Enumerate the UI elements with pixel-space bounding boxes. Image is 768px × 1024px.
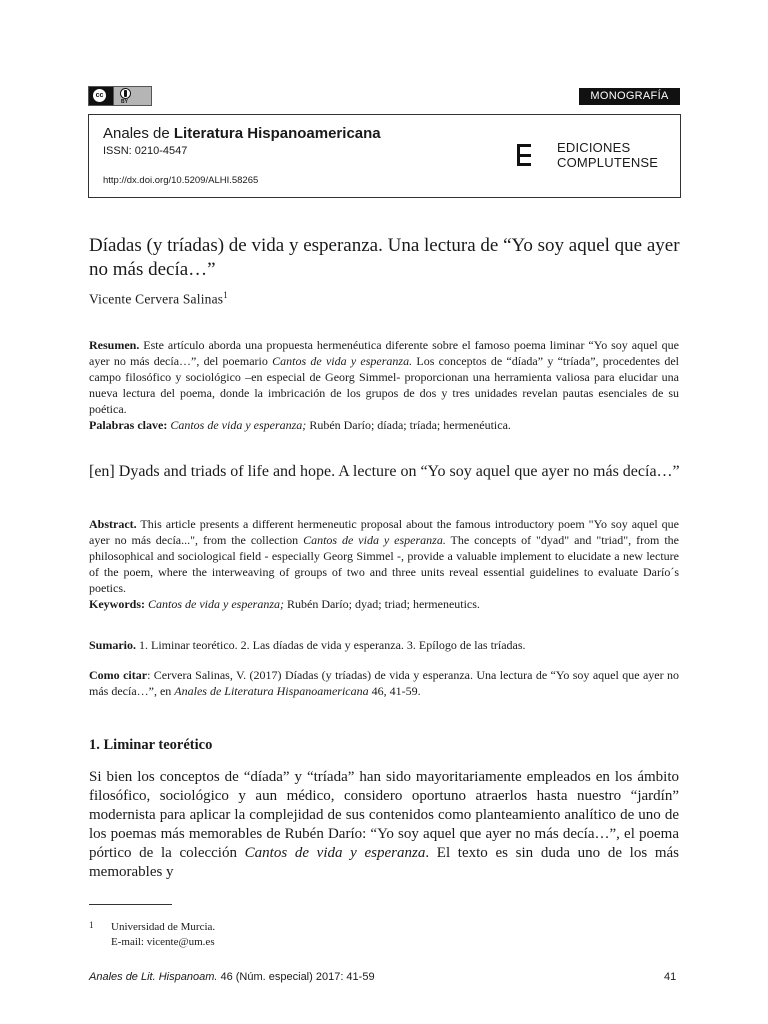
publisher-name: EDICIONES COMPLUTENSE [557,140,659,170]
publisher-logo-icon [517,144,531,166]
english-title: [en] Dyads and triads of life and hope. A lecture on “Yo soy aquel que ayer no más decía…” [89,463,680,480]
keywords-en-label: Keywords: [89,597,145,611]
section-label: MONOGRAFÍA [579,88,680,105]
footnote-ref[interactable]: 1 [223,290,228,300]
footnote-number: 1 [89,920,94,930]
body-paragraph: Si bien los conceptos de “díada” y “tríada” han sido mayoritariamente empleados en los ámbito filosófico, sociológico y aun médico, considero oportuno atraerlos hasta nuestro “jardín” modernista para aplicar la complejidad de sus contenidos como planteamiento analítico de uno de los poemas más memorables de Rubén Darío: “Yo soy aquel que ayer no más decía…”, el poema pórtico de la colección Cantos de vida y esperanza. El texto es sin duda uno de los más memorables y [89,769,680,880]
cc-logo [89,87,114,105]
footnote-affiliation: Universidad de Murcia. [111,921,216,933]
article-title: Díadas (y tríadas) de vida y esperanza. Una lectura de “Yo soy aquel que ayer no más decía…” [89,235,680,280]
abstract-en: Abstract. This article presents a different hermeneutic proposal about the famous introductory poem "Yo soy aquel que ayer no más decía...", from the collection Cantos de vida y esperanza. The concepts of "dyad" and "triad", from the philosophical and sociological field - especially Georg Simmel -, provide a valuable implement to elucidate a new lecture of the poem, where the interweaving of groups of two and three units reveal essential guidelines to evaluate Darío´s poetics. Keywords: Cantos de vida y esperanza; Rubén Darío; dyad; triad; hermeneutics. [89,517,679,611]
person-icon [120,88,131,99]
footnote-email[interactable]: E-mail: vicente@um.es [111,936,215,948]
cc-icon: cc [92,88,107,103]
citation: Como citar: Cervera Salinas, V. (2017) Díadas (y tríadas) de vida y esperanza. Una lectura de “Yo soy aquel que ayer no más decía…”, en Anales de Literatura Hispanoamericana 46, 41-59. [89,668,679,698]
journal-header-box [88,114,681,198]
journal-title: Anales de Literatura Hispanoamericana [103,125,381,142]
running-footer: Anales de Lit. Hispanoam. 46 (Núm. especial) 2017: 41-59 [89,971,375,983]
page-number: 41 [664,971,677,983]
footnote-divider [89,904,172,905]
by-label: BY [121,99,128,105]
summary: Sumario. 1. Liminar teorético. 2. Las díadas de vida y esperanza. 3. Epílogo de las tríadas. [89,638,526,652]
author-name: Vicente Cervera Salinas$^1$ [89,290,228,307]
abstract-es: Resumen. Este artículo aborda una propuesta hermenéutica diferente sobre el famoso poema liminar “Yo soy aquel que ayer no más decía…”, del poemario Cantos de vida y esperanza. Los conceptos de “díada” y “tríada”, procedentes del campo filosófico y sociológico –en especial de Georg Simmel- proporcionan una herramienta valiosa para elucidar una nueva lectura del poema, donde la imbricación de los grupos de dos y tres unidades revelan pautas esenciales de su poética. Palabras clave: Cantos de vida y esperanza; Rubén Darío; díada; tríada; hermenéutica. [89,338,680,432]
cc-by-license-badge[interactable] [88,86,152,106]
section-heading: 1. Liminar teorético [89,737,213,753]
journal-issn: ISSN: 0210-4547 [103,145,188,157]
doi-link[interactable]: http://dx.doi.org/10.5209/ALHI.58265 [103,175,259,186]
keywords-es-label: Palabras clave: [89,418,168,432]
